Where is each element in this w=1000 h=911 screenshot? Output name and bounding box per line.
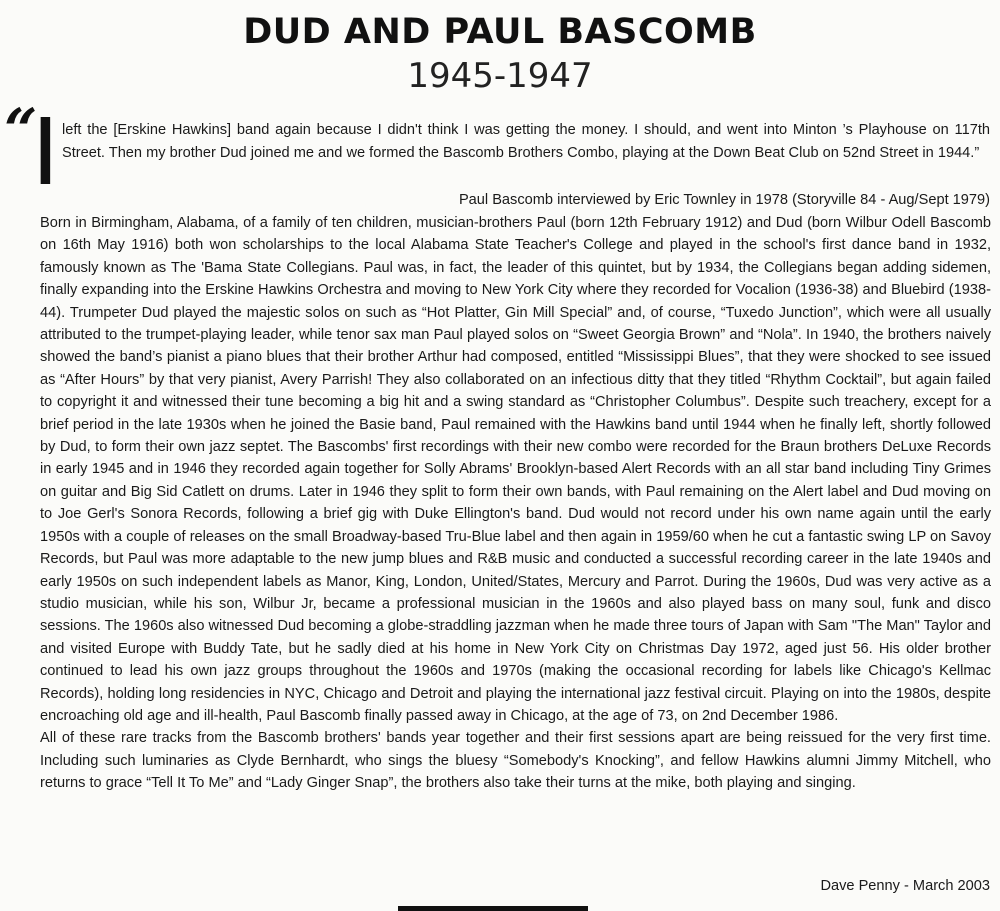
body-paragraph-1: Born in Birmingham, Alabama, of a family of ten children, musician-brothers Paul (born 12th February 1912) and Dud (born Wilbur Odell Bascomb on 16th May 1916) both won scholarships to the local Alabama State Teacher's College and played in the school's first dance band in 1932, famously known as The 'Bama State Collegians. Paul was, in fact, the leader of this quintet, but by 1934, the Collegians began adding sidemen, finally expanding into the Erskine Hawkins Orchestra and moving to New York City where they recorded for Vocalion (1936-38) and Bluebird (1938-44). Trumpeter Dud played the majestic solos on such as “Hot Platter, Gin Mill Special” and, of course, “Tuxedo Junction”, which were all usually attributed to the trumpet-playing leader, while tenor sax man Paul played solos on “Sweet Georgia Brown” and “Nola”. In 1940, the brothers naively showed the band’s pianist a piano blues that their brother Arthur had composed, entitled “Mississippi Blues”, that they were shocked to see issued as “After Hours” by that very pianist, Avery Parrish! They also collaborated on an infectious ditty that they titled “Rhythm Cocktail”, but again failed to copyright it and witnessed their tune becoming a big hit and a swing standard as “Christopher Columbus”. Despite such treachery, except for a brief period in the late 1930s when he joined the Basie band, Paul remained with the Hawkins band until 1944 when he finally left, shortly followed by Dud, to form their own jazz septet. The Bascombs' first recordings with their new combo were recorded for the Braun brothers DeLuxe Records in early 1945 and in 1946 they recorded again together for Solly Abrams' Brooklyn-based Alert Records with an all star band including Tiny Grimes on guitar and Big Sid Catlett on drums. Later in 1946 they split to form their own bands, with Paul remaining on the Alert label and Dud moving on to Joe Gerl's Sonora Records, following a brief gig with Duke Ellington's band. Dud would not record under his own name again until the early 1950s with a couple of releases on the small Broadway-based Tru-Blue label and then again in 1959/60 when he cut a fantastic swing LP on Savoy Records, but Paul was more adaptable to the new jump blues and R&B music and conducted a successful recording career in the late 1940s and early 1950s on such independent labels as Manor, King, London, United/States, Mercury and Parrot. During the 1960s, Dud was very active as a studio musician, while his son, Wilbur Jr, became a professional musician in the 1960s and also played bass on many soul, funk and disco sessions. The 1960s also witnessed Dud becoming a globe-straddling jazzman when he made three tours of Japan with Sam "The Man" Taylor and and visited Europe with Buddy Tate, but he sadly died at his home in New York City on Christmas Day 1972, aged just 56. His older brother continued to lead his own jazz groups throughout the 1960s and 1970s (making the occasional recording for labels like Chicago's Kellmac Records), holding long residencies in NYC, Chicago and Detroit and playing the international jazz festival circuit. Playing on into the 1980s, despite encroaching old age and ill-health, Paul Bascomb finally passed away in Chicago, at the age of 73, on 2nd December 1986. bbox=[40, 215, 991, 724]
article-body bbox=[40, 212, 991, 795]
drop-cap-letter: I bbox=[36, 99, 55, 206]
author-signature: Dave Penny - March 2003 bbox=[820, 878, 990, 894]
page-title: DUD AND PAUL BASCOMB bbox=[243, 12, 757, 52]
opening-quote-text: left the [Erskine Hawkins] band again because I didn't think I was getting the money. I should, and went into Minton ’s Playhouse on 117th Street. Then my brother Dud joined me and we formed the Bascomb Brothers Combo, playing at the Down Beat Club on 52nd Street in 1944.” bbox=[62, 122, 990, 161]
quote-attribution: Paul Bascomb interviewed by Eric Townley in 1978 (Storyville 84 - Aug/Sept 1979) bbox=[458, 192, 990, 208]
body-paragraph-2: All of these rare tracks from the Bascomb brothers' bands year together and their first sessions apart are being reissued for the very first time. Including such luminaries as Clyde Bernhardt, who sings the bluesy “Somebody's Knocking”, and fellow Hawkins alumni Jimmy Mitchell, who returns to grace “Tell It To Me” and “Lady Ginger Snap”, the brothers also take their turns at the mike, both playing and singing. bbox=[40, 730, 991, 792]
date-range-subtitle: 1945-1947 bbox=[407, 56, 593, 96]
open-quote-mark: “ bbox=[4, 96, 38, 164]
bottom-decorative-bar bbox=[398, 906, 588, 911]
